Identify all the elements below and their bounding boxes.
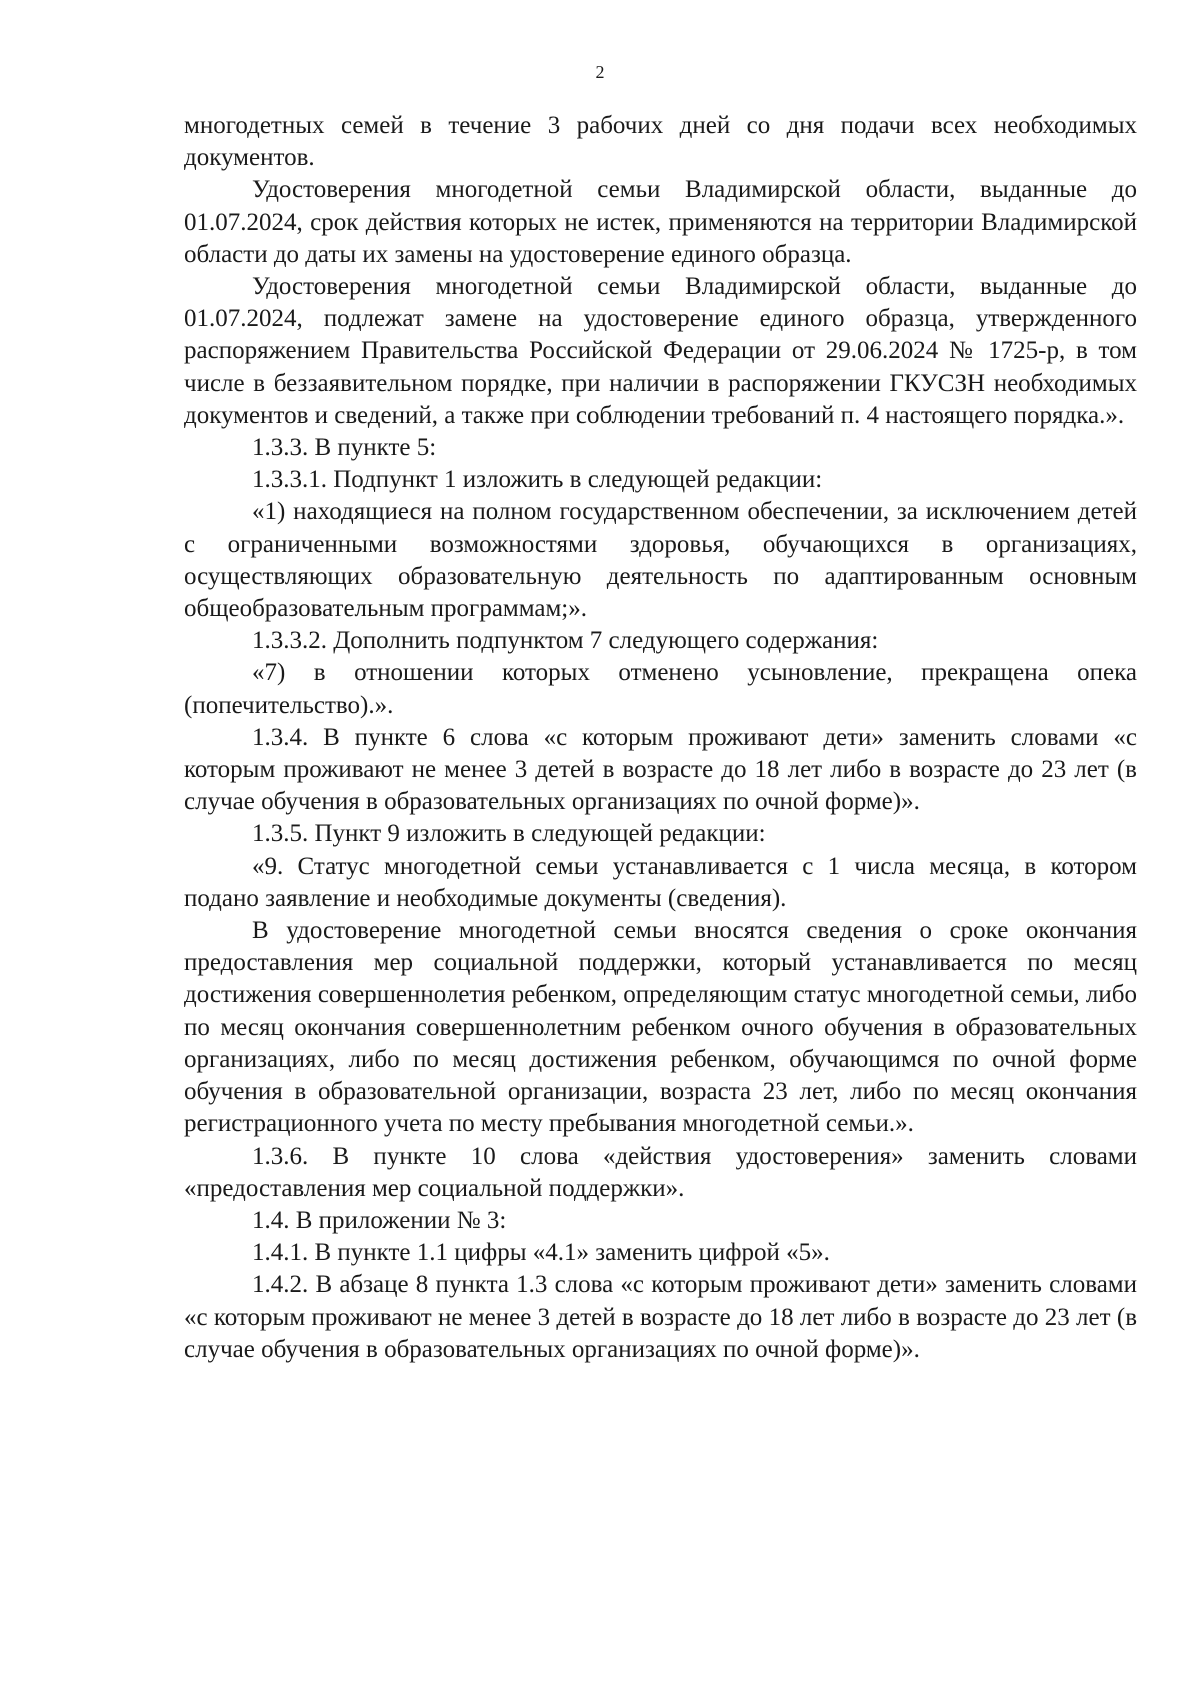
paragraph-certificate-term: В удостоверение многодетной семьи вносятся сведения о сроке окончания предоставления мер социальной поддержки, который устанавливается по месяц достижения совершеннолетия ребенком, определяющим статус многодетной семьи, либо по месяц окончания совершеннолетним ребенком очного обучения в образовательных организациях, либо по месяц достижения ребенком, обучающимся по очной форме обучения в образовательной организации, возраста 23 лет, либо по месяц окончания регистрационного учета по месту пребывания многодетной семьи.». bbox=[184, 917, 1137, 1138]
paragraph-subitem-1: «1) находящиеся на полном государственном обеспечении, за исключением детей с ограниченными возможностями здоровья, обучающихся в организациях, осуществляющих образовательную деятельность по адаптированным основным общеобразовательным программам;». bbox=[184, 498, 1137, 623]
paragraph-certificates-replacement: Удостоверения многодетной семьи Владимирской области, выданные до 01.07.2024, подлежат замене на удостоверение единого образца, утвержденного распоряжением Правительства Российской Федерации от 29.06.2024 № 1725-р, в том числе в беззаявительном порядке, при наличии в распоряжении ГКУСЗН необходимых документов и сведений, а также при соблюдении требований п. 4 настоящего порядка.». bbox=[184, 273, 1137, 429]
paragraph-certificates-valid: Удостоверения многодетной семьи Владимирской области, выданные до 01.07.2024, срок действия которых не истек, применяются на территории Владимирской области до даты их замены на удостоверение единого образца. bbox=[184, 176, 1137, 268]
paragraph-continuation: многодетных семей в течение 3 рабочих дней со дня подачи всех необходимых документов. bbox=[184, 112, 1137, 172]
paragraph-item-1-4-1: 1.4.1. В пункте 1.1 цифры «4.1» заменить цифрой «5». bbox=[252, 1239, 830, 1267]
paragraph-item-1-3-6: 1.3.6. В пункте 10 слова «действия удостоверения» заменить словами «предоставления мер социальной поддержки». bbox=[184, 1142, 1137, 1202]
paragraph-item-1-3-5: 1.3.5. Пункт 9 изложить в следующей редакции: bbox=[252, 820, 766, 848]
document-body bbox=[184, 110, 1137, 1366]
paragraph-item-1-3-3-1: 1.3.3.1. Подпункт 1 изложить в следующей редакции: bbox=[252, 466, 823, 494]
paragraph-item-1-4-2: 1.4.2. В абзаце 8 пункта 1.3 слова «с которым проживают дети» заменить словами «с которым проживают не менее 3 детей в возрасте до 18 лет либо в возрасте до 23 лет (в случае обучения в образовательных организациях по очной форме)». bbox=[184, 1271, 1137, 1363]
page-number: 2 bbox=[595, 62, 605, 82]
paragraph-subitem-7: «7) в отношении которых отменено усыновление, прекращена опека (попечительство).». bbox=[184, 659, 1137, 719]
paragraph-item-1-3-4: 1.3.4. В пункте 6 слова «с которым проживают дети» заменить словами «с которым проживают не менее 3 детей в возрасте до 18 лет либо в возрасте до 23 лет (в случае обучения в образовательных организациях по очной форме)». bbox=[184, 723, 1137, 816]
paragraph-item-1-3-3-2: 1.3.3.2. Дополнить подпунктом 7 следующего содержания: bbox=[252, 627, 879, 655]
paragraph-item-9-status: «9. Статус многодетной семьи устанавливается с 1 числа месяца, в котором подано заявление и необходимые документы (сведения). bbox=[184, 852, 1137, 912]
paragraph-item-1-3-3: 1.3.3. В пункте 5: bbox=[252, 434, 437, 462]
paragraph-item-1-4: 1.4. В приложении № 3: bbox=[252, 1206, 507, 1234]
